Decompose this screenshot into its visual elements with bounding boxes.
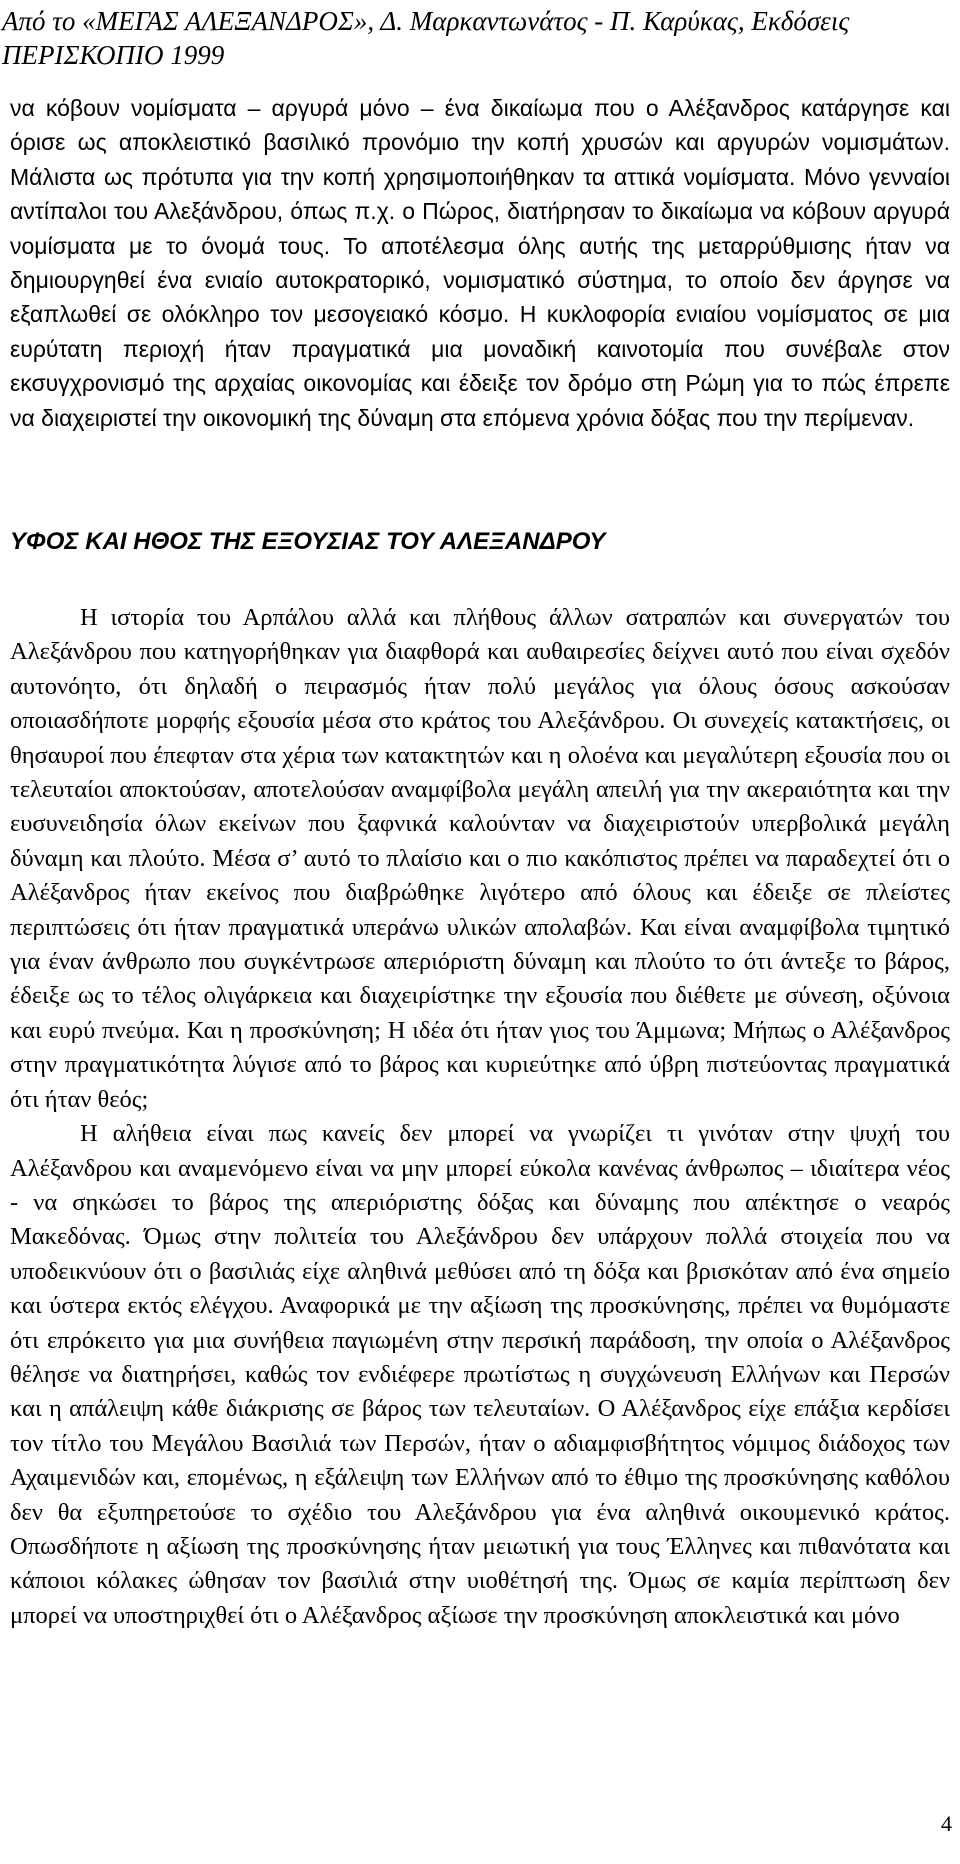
running-header xyxy=(0,4,960,72)
section-paragraph-1: Η ιστορία του Αρπάλου αλλά και πλήθους άλλων σατραπών και συνεργατών του Αλεξάνδρου που κατηγορήθηκαν για διαφθορά και αυθαιρεσίες δείχνει αυτό που είναι σχεδόν αυτονόητο, ότι δηλαδή ο πειρασμός ήταν πολύ μεγάλος για όλους όσους ασκούσαν οποιασδήποτε μορφής εξουσία μέσα στο κράτος του Αλεξάνδρου. Οι συνεχείς κατακτήσεις, οι θησαυροί που έπεφταν στα χέρια των κατακτητών και η ολοένα και μεγαλύτερη εξουσία που οι τελευταίοι αποκτούσαν, αποτελούσαν αναμφίβολα μεγάλη απειλή για την ακεραιότητα και την ευσυνειδησία όλων εκείνων που ξαφνικά καλούνταν να διαχειριστούν υπερβολικά μεγάλη δύναμη και πλούτο. Μέσα σ’ αυτό το πλαίσιο και ο πιο κακόπιστος πρέπει να παραδεχτεί ότι ο Αλέξανδρος ήταν εκείνος που διαβρώθηκε λιγότερο από όλους και έδειξε σε πλείστες περιπτώσεις ότι ήταν πραγματικά υπεράνω υλικών απολαβών. Και είναι αναμφίβολα τιμητικό για έναν άνθρωπο που συγκέντρωσε απεριόριστη δύναμη και πλούτο το ότι άντεξε το βάρος, έδειξε ως το τέλος ολιγάρκεια και διαχειρίστηκε την εξουσία που διέθετε με σύνεση, οξύνοια και ευρύ πνεύμα. Και η προσκύνηση; Η ιδέα ότι ήταν γιος του Άμμωνα; Μήπως ο Αλέξανδρος στην πραγματικότητα λύγισε από το βάρος και κυριεύτηκε από ύβρη πιστεύοντας πραγματικά ότι ήταν θεός; xyxy=(10,604,950,1113)
header-line-2: ΠΕΡΙΣΚΟΠΙΟ 1999 xyxy=(2,40,225,70)
page-number: 4 xyxy=(941,1811,952,1836)
intro-paragraph: να κόβουν νομίσματα – αργυρά μόνο – ένα δικαίωμα που ο Αλέξανδρος κατάργησε και όρισε ως αποκλειστικό βασιλικό προνόμιο την κοπή χρυσών και αργυρών νομισμάτων. Μάλιστα ως πρότυπα για την κοπή χρησιμοποιήθηκαν τα αττικά νομίσματα. Μόνο γενναίοι αντίπαλοι του Αλεξάνδρου, όπως π.χ. ο Πώρος, διατήρησαν το δικαίωμα να κόβουν αργυρά νομίσματα με το όνομά τους. Το αποτέλεσμα όλης αυτής της μεταρρύθμισης ήταν να δημιουργηθεί ένα ενιαίο αυτοκρατορικό, νομισματικό σύστημα, το οποίο δεν άργησε να εξαπλωθεί σε ολόκληρο τον μεσογειακό κόσμο. Η κυκλοφορία ενιαίου νομίσματος σε μια ευρύτατη περιοχή ήταν πραγματικά μια μοναδική καινοτομία που συνέβαλε στον εκσυγχρονισμό της αρχαίας οικονομίας και έδειξε τον δρόμο στη Ρώμη για το πώς έπρεπε να διαχειριστεί την οικονομική της δύναμη στα επόμενα χρόνια δόξας που την περίμεναν. xyxy=(10,95,950,431)
section-heading: ΥΦΟΣ ΚΑΙ ΗΘΟΣ ΤΗΣ ΕΞΟΥΣΙΑΣ ΤΟΥ ΑΛΕΞΑΝΔΡΟΥ xyxy=(10,528,606,555)
header-line-1: Από το «ΜΕΓΑΣ ΑΛΕΞΑΝΔΡΟΣ», Δ. Μαρκαντωνάτος - Π. Καρύκας, Εκδόσεις xyxy=(2,6,850,36)
section-text-block xyxy=(10,601,950,1633)
section-paragraph-2: Η αλήθεια είναι πως κανείς δεν μπορεί να γνωρίζει τι γινόταν στην ψυχή του Αλέξανδρου και αναμενόμενο είναι να μην μπορεί εύκολα κανένας άνθρωπος – ιδιαίτερα νέος - να σηκώσει το βάρος της απεριόριστης δόξας και δύναμης που απέκτησε ο νεαρός Μακεδόνας. Όμως στην πολιτεία του Αλεξάνδρου δεν υπάρχουν πολλά στοιχεία που να υποδεικνύουν ότι ο βασιλιάς είχε αληθινά μεθύσει από τη δόξα και βρισκόταν από ένα σημείο και ύστερα εκτός ελέγχου. Αναφορικά με την αξίωση της προσκύνησης, πρέπει να θυμόμαστε ότι επρόκειτο για μια συνήθεια παγιωμένη στην περσική παράδοση, την οποία ο Αλέξανδρος θέλησε να διατηρήσει, καθώς τον ενδιέφερε πρωτίστως η συγχώνευση Ελλήνων και Περσών και η απάλειψη κάθε διάκρισης σε βάρος των τελευταίων. Ο Αλέξανδρος είχε επάξια κερδίσει τον τίτλο του Μεγάλου Βασιλιά των Περσών, ήταν ο αδιαμφισβήτητος νόμιμος διάδοχος των Αχαιμενιδών και, επομένως, η εξάλειψη των Ελλήνων από το έθιμο της προσκύνησης καθόλου δεν θα εξυπηρετούσε το σχέδιο του Αλεξάνδρου για ένα αληθινά οικουμενικό κράτος. Οπωσδήποτε η αξίωση της προσκύνησης ήταν μειωτική για τους Έλληνες και πιθανότατα και κάποιοι κόλακες ώθησαν τον βασιλιά στην υιοθέτησή της. Όμως σε καμία περίπτωση δεν μπορεί να υποστηριχθεί ότι ο Αλέξανδρος αξίωσε την προσκύνηση αποκλειστικά και μόνο xyxy=(10,1120,950,1629)
intro-text-block xyxy=(10,91,950,435)
